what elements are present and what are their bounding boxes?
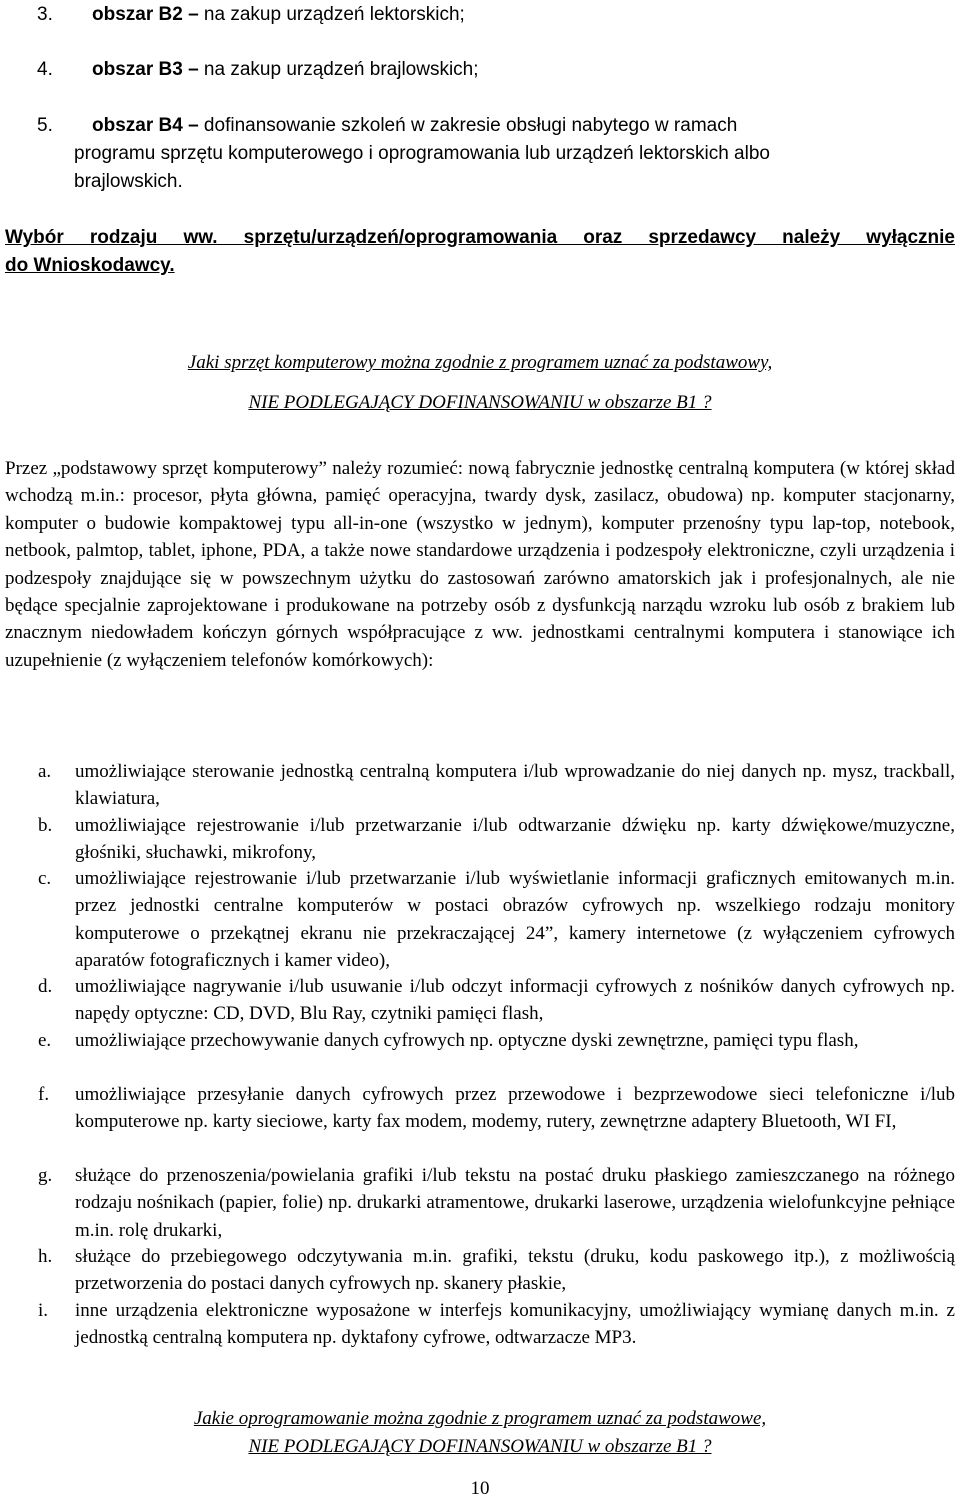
item-label: h.: [38, 1246, 53, 1267]
section-heading-2-line2: NIE PODLEGAJĄCY DOFINANSOWANIU w obszarze B1 ?: [248, 1436, 712, 1457]
item-label: d.: [38, 976, 53, 997]
list-item-text: na zakup urządzeń brajlowskich;: [198, 59, 479, 80]
list-item-text: na zakup urządzeń lektorskich;: [198, 4, 465, 25]
section-heading-1-line2: NIE PODLEGAJĄCY DOFINANSOWANIU w obszarze B1 ?: [248, 392, 712, 413]
item-text: inne urządzenia elektroniczne wyposażone w interfejs komunikacyjny, umożliwiający wymianę danych m.in. z jednostką centralną komputera np. dyktafony cyfrowe, odtwarzacze MP3.: [75, 1300, 955, 1349]
section-heading-1: Jaki sprzęt komputerowy można zgodnie z programem uznać za podstawowy,: [187, 352, 773, 373]
list-item-3: [37, 4, 465, 26]
item-label: g.: [38, 1165, 53, 1186]
choice-note-line2: do Wnioskodawcy.: [5, 255, 175, 276]
item-label: b.: [38, 815, 53, 836]
list-item-4: [37, 59, 479, 81]
item-text: służące do przebiegowego odczytywania m.in. grafiki, tekstu (druku, kodu paskowego itp.), z możliwością przetworzenia do postaci danych cyfrowych np. skanery płaskie,: [75, 1246, 955, 1295]
list-number: 5.: [37, 115, 53, 136]
section-heading-2: Jakie oprogramowanie można zgodnie z programem uznać za podstawowe,: [193, 1408, 767, 1429]
list-item-5-cont-1: programu sprzętu komputerowego i oprogramowania lub urządzeń lektorskich albo: [74, 143, 770, 164]
item-text: umożliwiające rejestrowanie i/lub przetwarzanie i/lub wyświetlanie informacji graficznych emitowanych m.in. przez jednostki centralne komputerów w postaci obrazów cyfrowych np. wszelkiego rodzaju monitory komputerowe o przekątnej ekranu nie przekraczającej 24”, kamery internetowe (z wyłączeniem cyfrowych aparatów fotograficznych i kamer video),: [75, 868, 955, 972]
item-label: a.: [38, 761, 52, 782]
item-label: f.: [38, 1084, 50, 1105]
list-item-bold: obszar B2 –: [92, 4, 199, 25]
item-label: i.: [38, 1300, 49, 1321]
list-item-5: [37, 115, 738, 137]
item-text: umożliwiające przesyłanie danych cyfrowych przez przewodowe i bezprzewodowe sieci telefoniczne i/lub komputerowe np. karty sieciowe, karty fax modem, modemy, rutery, zewnętrzne adaptery Bluetooth, WI FI,: [75, 1084, 955, 1133]
list-item-text: dofinansowanie szkoleń w zakresie obsługi nabytego w ramach: [198, 115, 738, 136]
page-number: 10: [470, 1478, 490, 1499]
item-label: e.: [38, 1030, 52, 1051]
list-number: 4.: [37, 59, 53, 80]
list-item-5-cont-2: brajlowskich.: [74, 171, 183, 192]
item-label: c.: [38, 868, 52, 889]
item-text: umożliwiające nagrywanie i/lub usuwanie i/lub odczyt informacji cyfrowych z nośników danych cyfrowych np. napędy optyczne: CD, DVD, Blu Ray, czytniki pamięci flash,: [75, 976, 955, 1025]
item-text: służące do przenoszenia/powielania grafiki i/lub tekstu na postać druku płaskiego zamieszczanego na różnego rodzaju nośnikach (papier, folie) np. drukarki atramentowe, drukarki laserowe, urządzenia wielofunkcyjne pełniące m.in. rolę drukarki,: [75, 1165, 955, 1241]
list-item-bold: obszar B3 –: [92, 59, 199, 80]
list-number: 3.: [37, 4, 53, 25]
item-text: umożliwiające przechowywanie danych cyfrowych np. optyczne dyski zewnętrzne, pamięci typu flash,: [75, 1030, 859, 1051]
item-text: umożliwiające sterowanie jednostką centralną komputera i/lub wprowadzanie do niej danych np. mysz, trackball, klawiatura,: [75, 761, 955, 810]
choice-note: Wybór rodzaju ww. sprzętu/urządzeń/oprogramowania oraz sprzedawcy należy wyłącznie: [5, 227, 955, 248]
item-text: umożliwiające rejestrowanie i/lub przetwarzanie i/lub odtwarzanie dźwięku np. karty dźwiękowe/muzyczne, głośniki, słuchawki, mikrofony,: [75, 815, 955, 864]
list-item-bold: obszar B4 –: [92, 115, 199, 136]
definition-paragraph: Przez „podstawowy sprzęt komputerowy” należy rozumieć: nową fabrycznie jednostkę centralną komputera (w której skład wchodzą m.in.: procesor, płyta główna, pamięć operacyjna, twardy dysk, zasilacz, obudowa) np. komputer stacjonarny, komputer o budowie kompaktowej typu all-in-one (wszystko w jednym), komputer przenośny typu lap-top, notebook, netbook, palmtop, tablet, iphone, PDA, a także nowe standardowe urządzenia i podzespoły elektroniczne, czyli urządzenia i podzespoły znajdujące się w powszechnym użytku do zastosowań zarówno amatorskich jak i profesjonalnych, ale nie będące specjalnie zaprojektowane i produkowane na potrzeby osób z dysfunkcją narządu wzroku lub osób z brakiem lub znacznym niedowładem kończyn górnych współpracujące z ww. jednostkami centralnymi komputera i stanowiące ich uzupełnienie (z wyłączeniem telefonów komórkowych):: [5, 458, 955, 671]
